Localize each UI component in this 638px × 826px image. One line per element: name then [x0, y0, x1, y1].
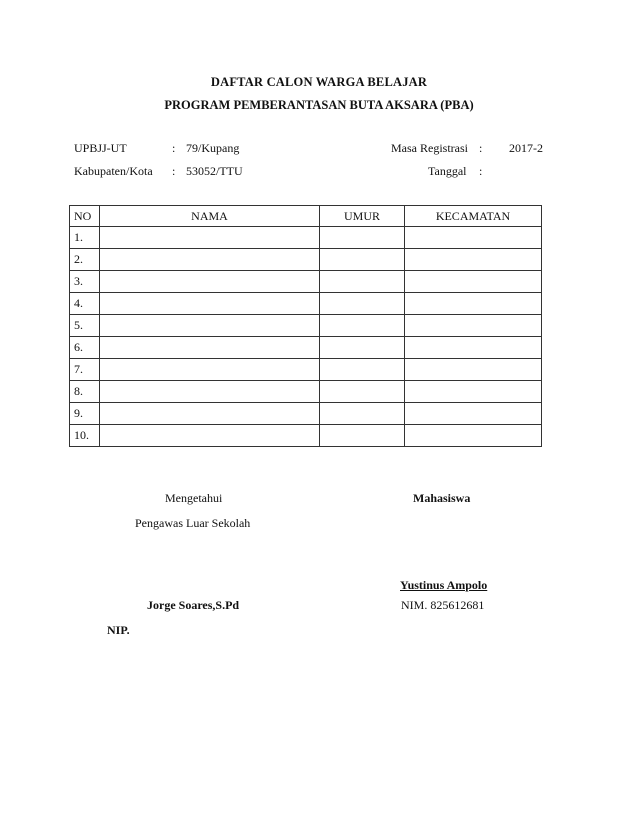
mahasiswa-name: Yustinus Ampolo	[400, 578, 488, 592]
nama-cell[interactable]	[100, 425, 320, 447]
umur-cell[interactable]	[320, 249, 405, 271]
table-row	[70, 337, 542, 359]
upbjj-colon: :	[172, 141, 176, 155]
nama-cell[interactable]	[100, 381, 320, 403]
row-number: 8.	[70, 381, 100, 403]
row-number: 5.	[70, 315, 100, 337]
mahasiswa-label: Mahasiswa	[413, 491, 471, 505]
umur-cell[interactable]	[320, 425, 405, 447]
document-title: DAFTAR CALON WARGA BELAJAR	[210, 75, 428, 89]
tanggal-colon: :	[479, 164, 483, 178]
kecamatan-cell[interactable]	[405, 249, 542, 271]
row-number: 2.	[70, 249, 100, 271]
kabupaten-label: Kabupaten/Kota	[74, 164, 153, 178]
nama-cell[interactable]	[100, 227, 320, 249]
table-row	[70, 381, 542, 403]
kabupaten-colon: :	[172, 164, 176, 178]
nama-cell[interactable]	[100, 293, 320, 315]
umur-cell[interactable]	[320, 359, 405, 381]
kecamatan-cell[interactable]	[405, 293, 542, 315]
header-nama: NAMA	[100, 206, 320, 227]
header-kecamatan: KECAMATAN	[405, 206, 542, 227]
kecamatan-cell[interactable]	[405, 337, 542, 359]
upbjj-value: 79/Kupang	[186, 141, 240, 155]
mahasiswa-nim: NIM. 825612681	[401, 598, 485, 612]
nama-cell[interactable]	[100, 249, 320, 271]
table-header-row	[70, 206, 542, 227]
kecamatan-cell[interactable]	[405, 403, 542, 425]
kecamatan-cell[interactable]	[405, 425, 542, 447]
table-row	[70, 403, 542, 425]
table-row	[70, 249, 542, 271]
row-number: 10.	[70, 425, 100, 447]
row-number: 1.	[70, 227, 100, 249]
masa-registrasi-value: 2017-2	[509, 141, 543, 155]
kecamatan-cell[interactable]	[405, 381, 542, 403]
table-row	[70, 359, 542, 381]
header-umur: UMUR	[320, 206, 405, 227]
pengawas-label: Pengawas Luar Sekolah	[135, 516, 251, 530]
kecamatan-cell[interactable]	[405, 359, 542, 381]
row-number: 3.	[70, 271, 100, 293]
upbjj-label: UPBJJ-UT	[74, 141, 127, 155]
kecamatan-cell[interactable]	[405, 227, 542, 249]
table-row	[70, 293, 542, 315]
pengawas-name: Jorge Soares,S.Pd	[147, 598, 240, 612]
umur-cell[interactable]	[320, 381, 405, 403]
participant-table	[69, 205, 542, 447]
umur-cell[interactable]	[320, 337, 405, 359]
pengawas-nip: NIP.	[107, 623, 130, 637]
table-row	[70, 227, 542, 249]
row-number: 6.	[70, 337, 100, 359]
table-row	[70, 425, 542, 447]
table-row	[70, 271, 542, 293]
row-number: 7.	[70, 359, 100, 381]
nama-cell[interactable]	[100, 337, 320, 359]
nama-cell[interactable]	[100, 403, 320, 425]
masa-registrasi-colon: :	[479, 141, 483, 155]
tanggal-label: Tanggal	[428, 164, 467, 178]
document-subtitle: PROGRAM PEMBERANTASAN BUTA AKSARA (PBA)	[164, 98, 474, 112]
header-no: NO	[70, 206, 100, 227]
nama-cell[interactable]	[100, 359, 320, 381]
umur-cell[interactable]	[320, 403, 405, 425]
table-row	[70, 315, 542, 337]
kecamatan-cell[interactable]	[405, 315, 542, 337]
umur-cell[interactable]	[320, 315, 405, 337]
nama-cell[interactable]	[100, 315, 320, 337]
masa-registrasi-label: Masa Registrasi	[391, 141, 468, 155]
umur-cell[interactable]	[320, 293, 405, 315]
umur-cell[interactable]	[320, 271, 405, 293]
kabupaten-value: 53052/TTU	[186, 164, 243, 178]
nama-cell[interactable]	[100, 271, 320, 293]
row-number: 9.	[70, 403, 100, 425]
mengetahui-label: Mengetahui	[165, 491, 223, 505]
umur-cell[interactable]	[320, 227, 405, 249]
row-number: 4.	[70, 293, 100, 315]
kecamatan-cell[interactable]	[405, 271, 542, 293]
